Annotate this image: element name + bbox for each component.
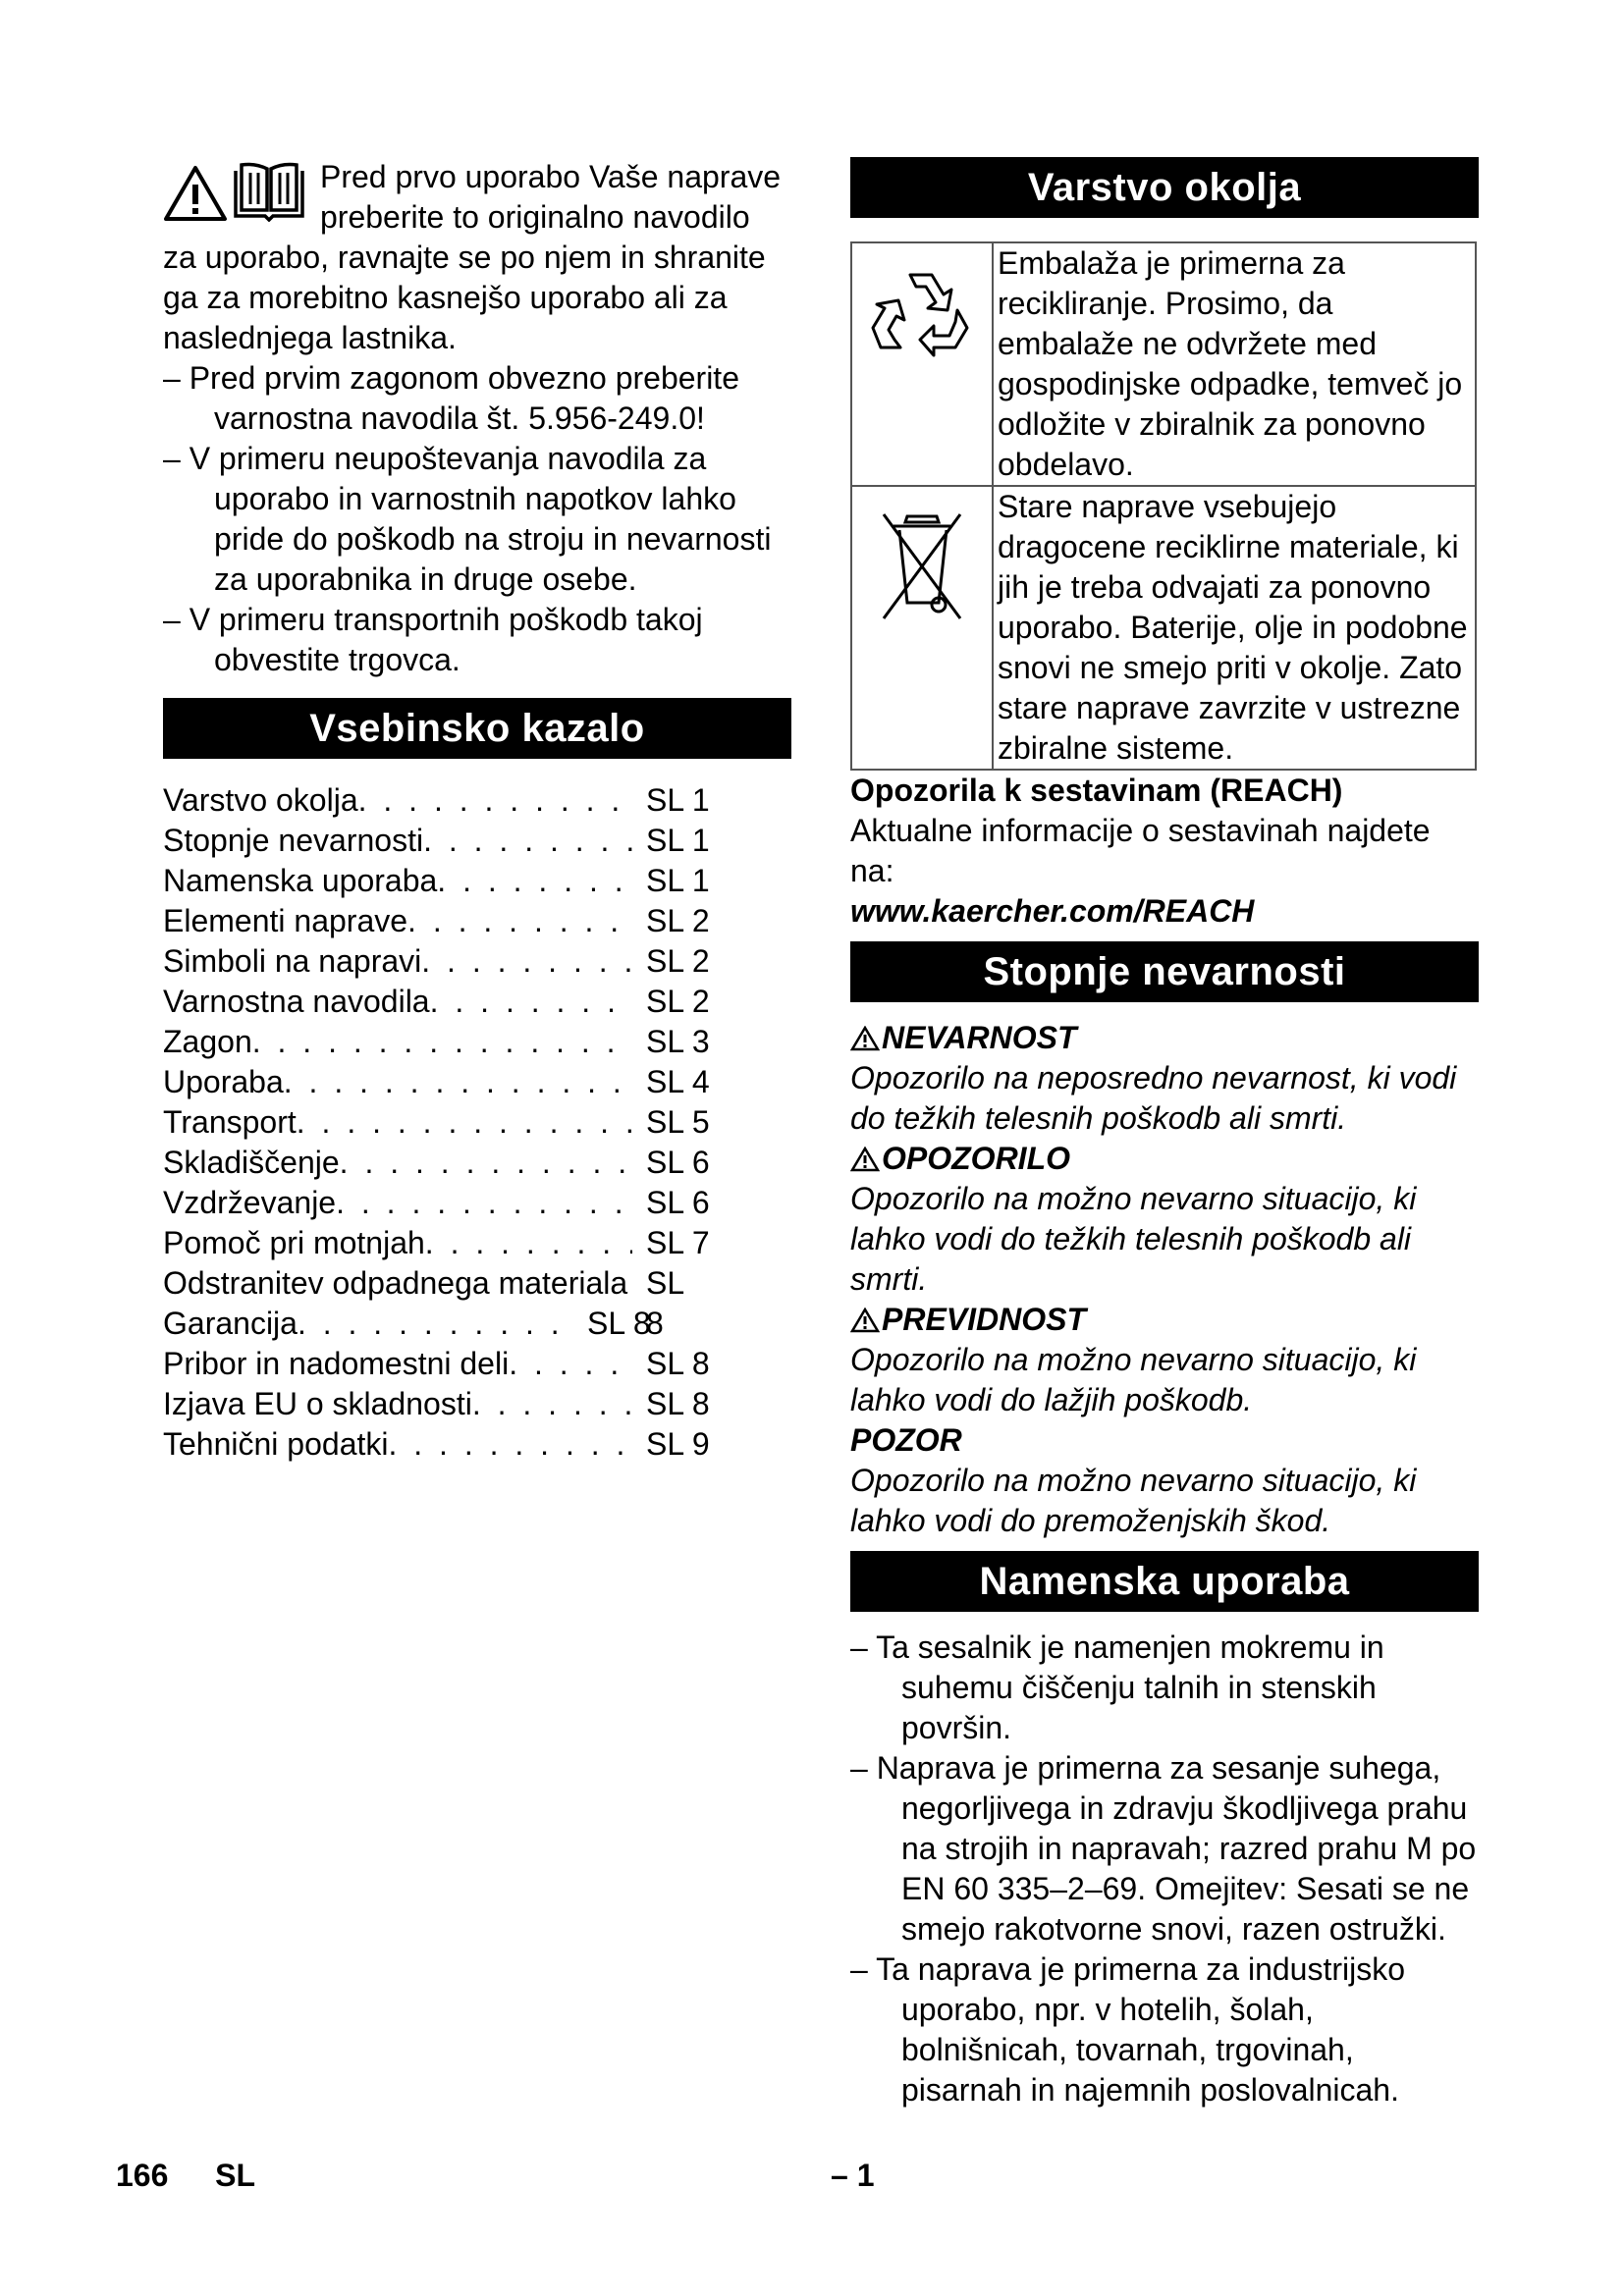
reach-link[interactable]: www.kaercher.com/REACH [850, 893, 1255, 929]
toc-entry[interactable]: Vzdrževanje . . . SL 6 [163, 1183, 705, 1223]
language-code: SL [215, 2158, 256, 2193]
section-page-number: – 1 [831, 2158, 875, 2193]
toc-entry[interactable]: Tehnični podatki . . . SL 9 [163, 1424, 705, 1465]
hazards-heading: Stopnje nevarnosti [850, 941, 1479, 1002]
toc-entry[interactable]: Transport . . . SL 5 [163, 1102, 705, 1143]
toc-entry[interactable]: Namenska uporaba . . . SL 1 [163, 861, 705, 901]
environment-text: Stare naprave vsebujejo dragocene reciklirne materiale, ki jih je treba odvajati za ponovno uporabo. Baterije, olje in podobne snovi ne smejo priti v okolje. Zato stare naprave zavrzite v ustrezne zbiralne sisteme. [993, 486, 1476, 770]
toc-entry[interactable]: Varstvo okolja . . . SL 1 [163, 780, 705, 821]
toc-entry[interactable]: Uporaba . . . SL 4 [163, 1062, 705, 1102]
hazard-text: Opozorilo na neposredno nevarnost, ki vodi do težkih telesnih poškodb ali smrti. [850, 1060, 1457, 1136]
hazard-text: Opozorilo na možno nevarno situacijo, ki lahko vodi do težkih telesnih poškodb ali smrti. [850, 1181, 1417, 1297]
intro-list [163, 358, 791, 680]
footer-page-info [116, 2156, 255, 2195]
hazard-label: PREVIDNOST [882, 1302, 1087, 1337]
list-item: – Ta sesalnik je namenjen mokremu in suhemu čiščenju talnih in stenskih površin. [850, 1629, 1384, 1745]
list-item: – Pred prvim zagonom obvezno preberite varnostna navodila št. 5.956-249.0! [163, 360, 739, 436]
right-column [850, 157, 1479, 2110]
hazard-level [850, 1139, 1479, 1300]
table-row [851, 486, 1476, 770]
list-item: – Naprava je primerna za sesanje suhega, negorljivega in zdravju škodljivega prahu na strojih in napravah; razred prahu M po EN 60 335–2–69. Omejitev: Sesati se ne smejo rakotvorne snovi, razen ostružki. [850, 1750, 1477, 1947]
recycle-icon [871, 265, 973, 359]
toc-entry[interactable]: Simboli na napravi . . . SL 2 [163, 941, 705, 982]
list-item: – V primeru transportnih poškodb takoj obvestite trgovca. [163, 602, 703, 677]
table-of-contents [163, 780, 710, 1465]
environment-text: Embalaža je primerna za recikliranje. Prosimo, da embalaže ne odvržete med gospodinjske odpadke, temveč jo odložite v zbiralnik za ponovno obdelavo. [993, 242, 1476, 486]
intended-use-heading: Namenska uporaba [850, 1551, 1479, 1612]
table-row [851, 242, 1476, 486]
hazard-level [850, 1018, 1479, 1139]
open-book-icon [232, 161, 306, 222]
toc-entry[interactable]: Garancija . . . SL 8 [163, 1304, 646, 1344]
warning-triangle-icon [850, 1308, 880, 1333]
intro-text: Pred prvo uporabo Vaše naprave preberite to originalno navodilo za uporabo, ravnajte se po njem in shranite ga za morebitno kasnejšo uporabo ali za naslednjega lastnika. [163, 159, 782, 355]
warning-triangle-icon [850, 1147, 880, 1172]
toc-entry[interactable]: Stopnje nevarnosti . . . SL 1 [163, 821, 705, 861]
intro-section [163, 157, 791, 680]
hazard-text: Opozorilo na možno nevarno situacijo, ki lahko vodi do premoženjskih škod. [850, 1463, 1417, 1538]
toc-entry[interactable]: Zagon . . . SL 3 [163, 1022, 705, 1062]
crossed-bin-icon [878, 508, 966, 624]
list-item: – Ta naprava je primerna za industrijsko uporabo, npr. v hotelih, šolah, bolnišnicah, tovarnah, trgovinah, pisarnah in najemnih poslovalnicah. [850, 1951, 1406, 2108]
environment-heading: Varstvo okolja [850, 157, 1479, 218]
left-column [163, 157, 791, 1465]
hazard-text: Opozorilo na možno nevarno situacijo, ki lahko vodi do lažjih poškodb. [850, 1342, 1417, 1417]
toc-entry[interactable]: Pomoč pri motnjah . . . SL 7 [163, 1223, 705, 1263]
toc-entry[interactable]: Pribor in nadomestni deli . . . SL 8 [163, 1344, 705, 1384]
hazard-label: NEVARNOST [882, 1020, 1077, 1055]
intended-use-list [850, 1628, 1479, 2110]
intro-icons [163, 157, 310, 222]
toc-entry[interactable]: Elementi naprave . . . SL 2 [163, 901, 705, 941]
reach-title: Opozorila k sestavinam (REACH) [850, 773, 1343, 808]
toc-entry[interactable]: Odstranitev odpadnega materiala SL 8 [163, 1265, 683, 1341]
environment-table [850, 241, 1477, 771]
toc-entry[interactable]: Varnostna navodila . . . SL 2 [163, 982, 705, 1022]
hazard-label: POZOR [850, 1422, 962, 1458]
hazard-label: OPOZORILO [882, 1141, 1070, 1176]
page-number: 166 [116, 2158, 169, 2193]
reach-text: Aktualne informacije o sestavinah najdete na: [850, 813, 1431, 888]
toc-entry[interactable]: Skladiščenje . . . SL 6 [163, 1143, 705, 1183]
toc-heading: Vsebinsko kazalo [163, 698, 791, 759]
hazard-level [850, 1300, 1479, 1420]
warning-triangle-icon [850, 1026, 880, 1051]
toc-entry[interactable]: Izjava EU o skladnosti . . . SL 8 [163, 1384, 705, 1424]
warning-triangle-icon [163, 165, 228, 222]
list-item: – V primeru neupoštevanja navodila za uporabo in varnostnih napotkov lahko pride do poškodb na stroju in nevarnosti za uporabnika in druge osebe. [163, 441, 772, 597]
hazard-level [850, 1420, 1479, 1541]
